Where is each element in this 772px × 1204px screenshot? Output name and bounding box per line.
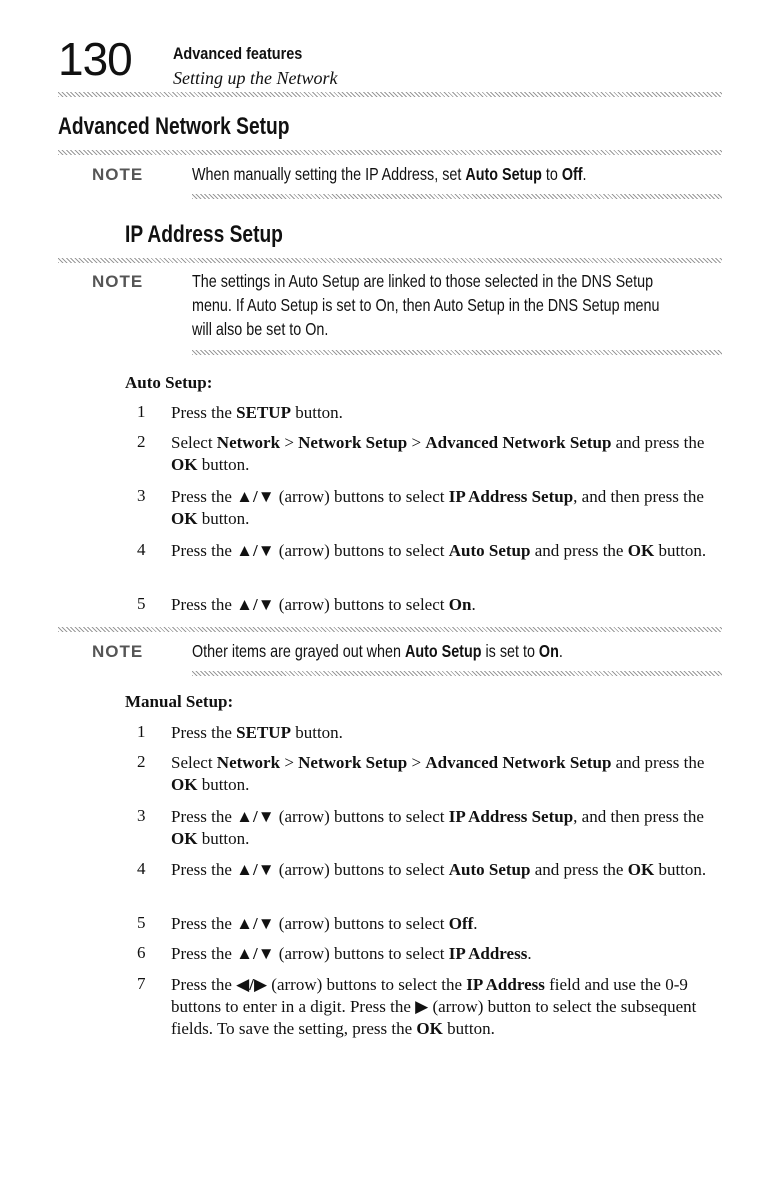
procedure-title: Auto Setup: [125,373,213,392]
step-number: 5 [137,594,146,613]
note-label: NOTE [92,272,144,291]
procedure-title: Manual Setup: [125,692,234,711]
page-number: 130 [58,33,132,85]
step-number: 1 [137,402,146,421]
step-text: Press the SETUP button. [171,403,343,422]
header-divider [58,92,722,97]
step-text: Press the SETUP button. [171,723,343,742]
step-text: Press the ▲/▼ (arrow) buttons to select IP Address Setup, and then press the OK button. [171,807,704,848]
note-text [192,269,659,341]
note-text: When manually setting the IP Address, set Auto Setup to Off. [192,164,587,184]
step-number: 2 [137,432,146,451]
note-bottom-divider [192,671,722,676]
step-text: Press the ▲/▼ (arrow) buttons to select Off. [171,914,478,933]
note-label: NOTE [92,165,144,184]
note-line: menu. If Auto Setup is set to On, then Auto Setup in the DNS Setup menu [192,295,660,315]
note-bottom-divider [192,194,722,199]
note-text: Other items are grayed out when Auto Setup is set to On. [192,641,563,661]
step-number: 5 [137,913,146,932]
note-label: NOTE [92,642,144,661]
chapter-title: Advanced features [173,44,303,63]
step-number: 6 [137,943,146,962]
step-number: 3 [137,806,146,825]
subsection-heading: IP Address Setup [125,221,283,248]
step-text: Press the ▲/▼ (arrow) buttons to select IP Address Setup, and then press the OK button. [171,487,704,528]
step-number: 7 [137,974,146,993]
step-text: Select Network > Network Setup > Advanced Network Setup and press the OK button. [171,753,705,794]
step-number: 1 [137,722,146,741]
section-heading: Advanced Network Setup [58,113,290,140]
note-top-divider [58,150,722,155]
note-bottom-divider [192,350,722,355]
note-line: will also be set to On. [192,319,329,339]
step-text: Select Network > Network Setup > Advanced Network Setup and press the OK button. [171,433,705,474]
section-subtitle: Setting up the Network [173,68,338,88]
step-text: Press the ▲/▼ (arrow) buttons to select Auto Setup and press the OK button. [171,541,707,560]
note-top-divider [58,258,722,263]
step-text: Press the ◀/▶ (arrow) buttons to select the IP Address field and use the 0-9 buttons to enter in a digit. Press the ▶ (arrow) button to select the subsequent fields. To save the setting, press the OK button. [171,975,697,1038]
note-top-divider [58,627,722,632]
step-text: Press the ▲/▼ (arrow) buttons to select On. [171,595,476,614]
step-number: 3 [137,486,146,505]
note-line: The settings in Auto Setup are linked to those selected in the DNS Setup [192,271,654,291]
step-text: Press the ▲/▼ (arrow) buttons to select IP Address. [171,944,532,963]
step-text: Press the ▲/▼ (arrow) buttons to select Auto Setup and press the OK button. [171,860,707,879]
step-number: 2 [137,752,146,771]
step-number: 4 [137,859,146,878]
step-number: 4 [137,540,146,559]
